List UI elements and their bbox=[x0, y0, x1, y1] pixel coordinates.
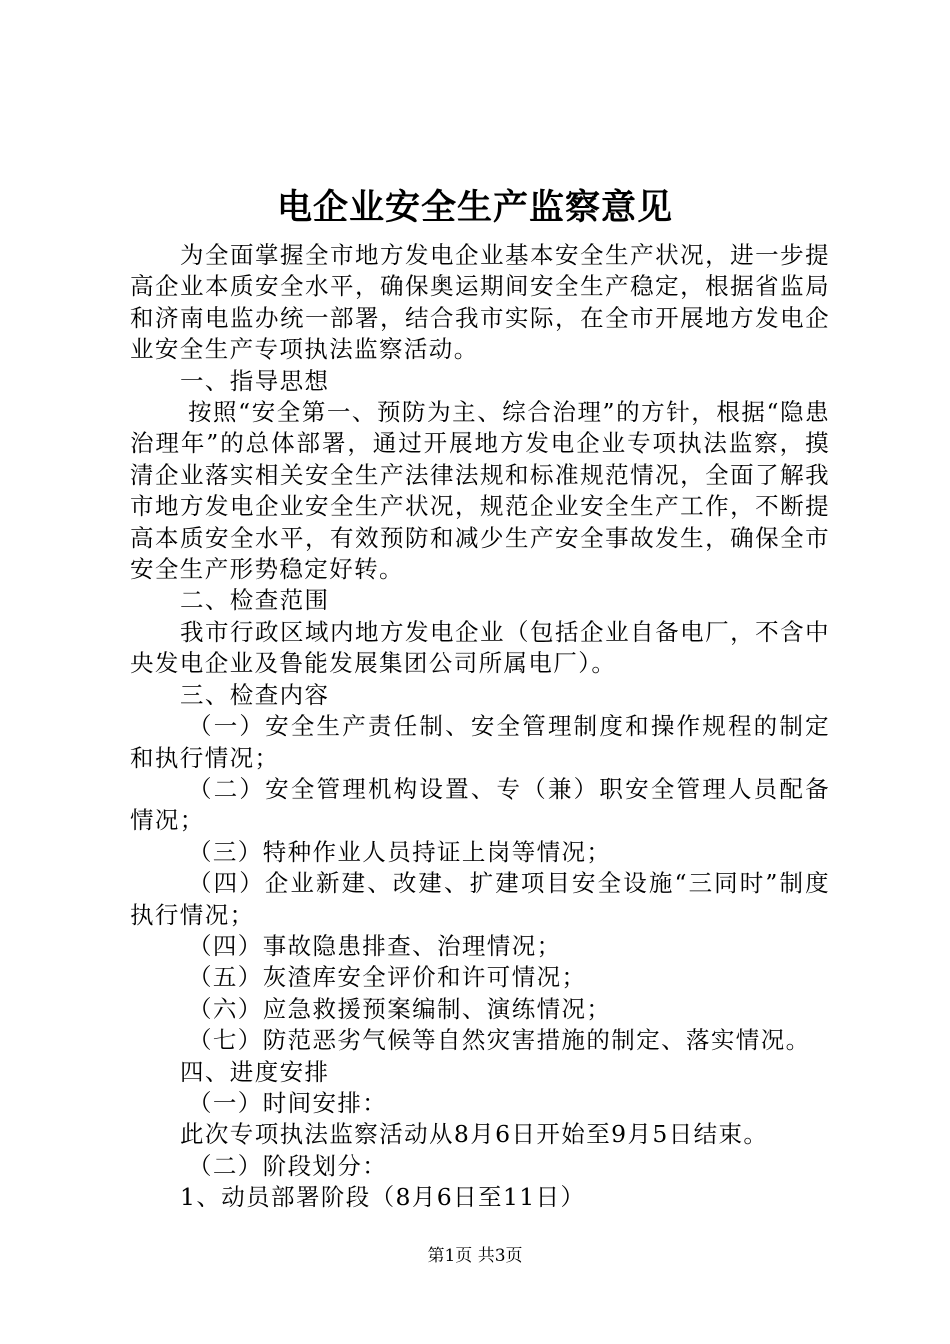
content-item-6: （五）灰渣库安全评价和许可情况； bbox=[188, 963, 587, 992]
section-heading-guiding-ideology: 一、指导思想 bbox=[180, 366, 330, 395]
section-heading-inspection-content: 三、检查内容 bbox=[180, 680, 330, 709]
schedule-time-paragraph: 此次专项执法监察活动从8月6日开始至9月5日结束。 bbox=[180, 1120, 769, 1149]
schedule-phase-1: 1、动员部署阶段（8月6日至11日） bbox=[180, 1183, 586, 1212]
document-body bbox=[130, 240, 830, 1214]
section-heading-schedule: 四、进度安排 bbox=[180, 1057, 330, 1086]
content-item-7: （六）应急救援预案编制、演练情况； bbox=[188, 994, 612, 1023]
page-footer: 第1页 共3页 bbox=[427, 1246, 523, 1266]
document-title: 电企业安全生产监察意见 bbox=[276, 187, 673, 228]
content-item-8: （七）防范恶劣气候等自然灾害措施的制定、落实情况。 bbox=[188, 1026, 811, 1055]
content-item-2: （二）安全管理机构设置、专（兼）职安全管理人员配备情况； bbox=[130, 774, 830, 835]
section-heading-inspection-scope: 二、检查范围 bbox=[180, 586, 330, 615]
content-item-1: （一）安全生产责任制、安全管理制度和操作规程的制定和执行情况； bbox=[130, 712, 830, 772]
intro-paragraph: 为全面掌握全市地方发电企业基本安全生产状况，进一步提高企业本质安全水平，确保奥运期间安全生产稳定，根据省监局和济南电监办统一部署，结合我市实际，在全市开展地方发电企业安全生产专项执法监察活动。 bbox=[130, 241, 830, 364]
content-item-5: （四）事故隐患排查、治理情况； bbox=[188, 931, 562, 960]
content-item-3: （三）特种作业人员持证上岗等情况； bbox=[188, 837, 612, 866]
inspection-scope-paragraph: 我市行政区域内地方发电企业（包括企业自备电厂，不含中央发电企业及鲁能发展集团公司所属电厂）。 bbox=[130, 617, 830, 678]
guiding-ideology-paragraph: 按照“安全第一、预防为主、综合治理”的方针，根据“隐患治理年”的总体部署，通过开展地方发电企业专项执法监察，摸清企业落实相关安全生产法律法规和标准规范情况，全面了解我市地方发电企业安全生产状况，规范企业安全生产工作，不断提高本质安全水平，有效预防和减少生产安全事故发生，确保全市安全生产形势稳定好转。 bbox=[130, 398, 830, 584]
schedule-subheading-time: （一）时间安排： bbox=[188, 1088, 388, 1117]
schedule-subheading-phases: （二）阶段划分： bbox=[188, 1151, 388, 1180]
content-item-4: （四）企业新建、改建、扩建项目安全设施“三同时”制度执行情况； bbox=[130, 869, 830, 929]
